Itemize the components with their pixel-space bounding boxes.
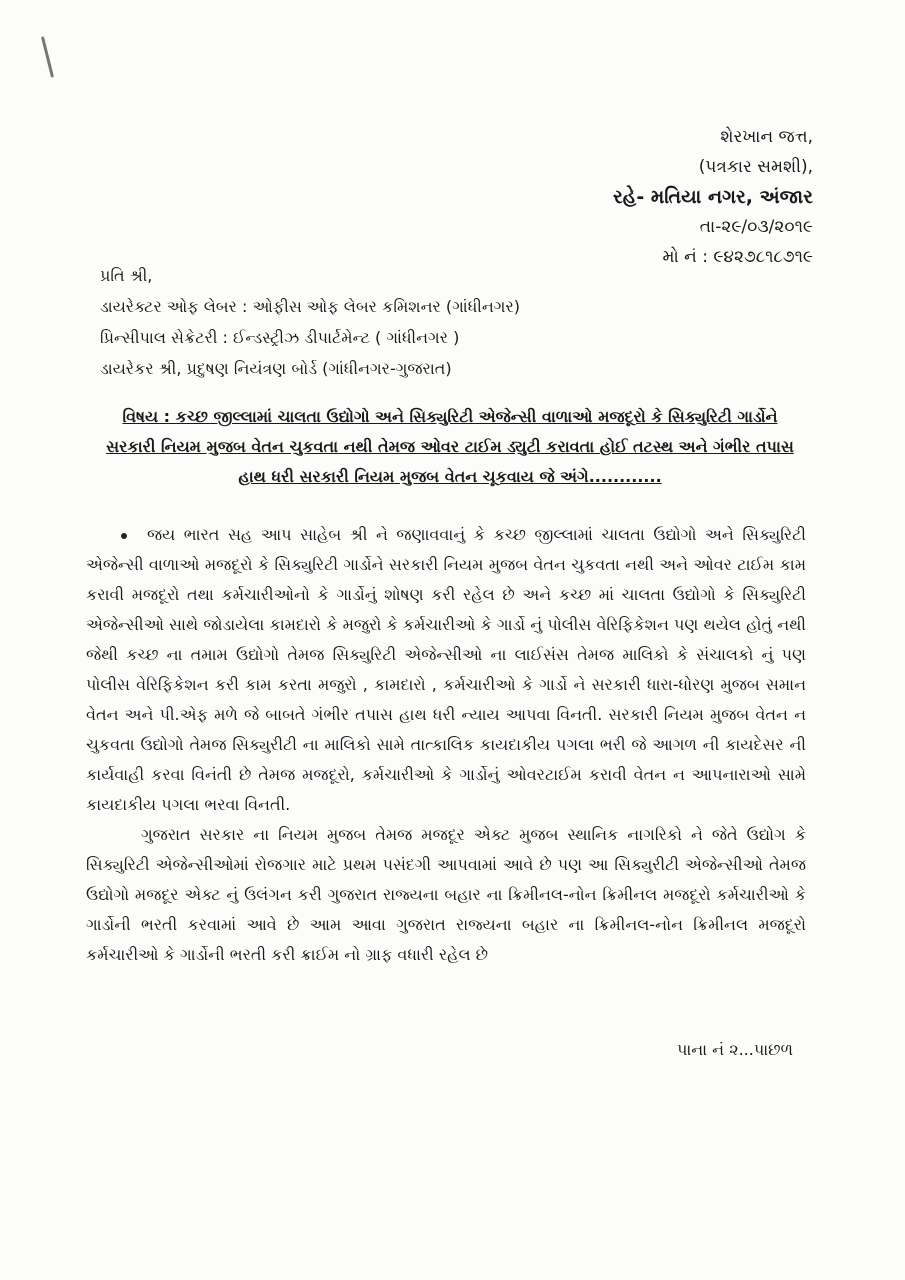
sender-block [613,122,813,272]
bullet-icon [121,533,127,539]
letter-date: તા-૨૯/૦૩/૨૦૧૯ [699,217,813,237]
recipient-1: ડાયરેક્ટર ઓફ લેબર : ઓફીસ ઓફ લેબર કમિશનર (ગાંધીનગર) [100,297,520,316]
recipient-3: ડાયરેકર શ્રી, પ્રદુષણ નિયંત્રણ બોર્ડ (ગાંધીનગર-ગુજરાત) [100,359,452,378]
salutation: પ્રતિ શ્રી, [100,266,153,285]
subject-line: વિષય : કચ્છ જીલ્લામાં ચાલતા ઉદ્યોગો અને સિક્યુરિટી એજેન્સી વાળાઓ મજદૂરો કે સિક્યુરિટી ગાર્ડોને સરકારી નિયમ મુજબ વેતન ચુકવતા નથી તેમજ ઓવર ટાઈમ ડ્યુટી કરાવતા હોઈ તટસ્થ અને ગંભીર તપાસ હાથ ધરી સરકારી નિયમ મુજબ વેતન ચૂકવાય જે અંગે............ [106,407,794,486]
sender-role: (પત્રકાર સમશી), [698,157,813,177]
paragraph-1-text: જય ભારત સહ આપ સાહેબ શ્રી ને જણાવવાનું કે કચ્છ જીલ્લામાં ચાલતા ઉદ્યોગો અને સિક્યુરિટી એજેન્સી વાળાઓ મજદૂરો કે સિક્યુરિટી ગાર્ડોને સરકારી નિયમ મુજબ વેતન ચુકવતા નથી અને ઓવર ટાઈમ કામ કરાવી મજદૂરો તથા કર્મચારીઓનો કે ગાર્ડોનું શોષણ કરી રહેલ છે અને કચ્છ માં ચાલતા ઉદ્યોગો કે સિક્યુરિટી એજેન્સીઓ સાથે જોડાયેલા કામદારો કે મજુરો કે કર્મચારીઓ કે ગાર્ડો નું પોલીસ વેરિફિકેશન પણ થયેલ હોતું નથી જેથી કચ્છ ના તમામ ઉદ્યોગો તેમજ સિક્યુરિટી એજેન્સીઓ ના લાઈસંસ તેમજ માલિકો કે સંચાલકો નું પણ પોલીસ વેરિફિકેશન કરી કામ કરતા મજુરો , કામદારો , કર્મચારીઓ કે ગાર્ડો ને સરકારી ધારા-ધોરણ મુજબ સમાન વેતન અને પી.એફ મળે જે બાબતે ગંભીર તપાસ હાથ ધરી ન્યાય આપવા વિનતી. સરકારી નિયમ મુજબ વેતન ન ચુકવતા ઉદ્યોગો તેમજ સિક્યુરીટી ના માલિકો સામે તાત્કાલિક કાયદાકીય પગલા ભરી જે આગળ ની કાયદેસર ની કાર્યવાહી કરવા વિનંતી છે તેમજ મજદૂરો, કર્મચારીઓ કે ગાર્ડોનું ઓવરટાઈમ કરાવી વેતન ન આપનારાઓ સામે કાયદાકીય પગલા ભરવા વિનતી. [86,525,806,814]
paragraph-2: ગુજરાત સરકાર ના નિયમ મુજબ તેમજ મજદૂર એક્ટ મુજબ સ્થાનિક નાગરિકો ને જેતે ઉદ્યોગ કે સિક્યુરિટી એજેન્સીઓમાં રોજગાર માટે પ્રથમ પસંદગી આપવામાં આવે છે પણ આ સિક્યુરીટી એજેન્સીઓ તેમજ ઉદ્યોગો મજદૂર એક્ટ નું ઉલંગન કરી ગુજરાત રાજ્યના બહાર ના ક્રિમીનલ-નોન ક્રિમીનલ મજદૂરો કર્મચારીઓ કે ગાર્ડોની ભરતી કરવામાં આવે છે આમ આવા ગુજરાત રાજ્યના બહાર ના ક્રિમીનલ-નોન ક્રિમીનલ મજદૂરો કર્મચારીઓ કે ગાર્ડોની ભરતી કરી ક્રાઈમ નો ગ્રાફ વધારી રહેલ છે [86,825,806,964]
letter-body [86,520,806,970]
page-continuation-note: પાના નં ૨...પાછળ [676,1040,793,1059]
pen-mark [41,36,54,77]
recipients-block [100,260,520,384]
paragraph-1 [86,520,806,820]
recipient-2: પ્રિન્સીપાલ સેક્રેટરી : ઈન્ડસ્ટ્રીઝ ડીપાર્ટમેન્ટ ( ગાંધીનગર ) [100,328,460,347]
sender-address: રહે- મતિયા નગર, અંજાર [612,186,813,208]
sender-mobile: મો નં : ૯૪૨૭૮૧૮૭૧૯ [662,247,813,267]
sender-name: શેરખાન જત્ત, [720,127,813,147]
